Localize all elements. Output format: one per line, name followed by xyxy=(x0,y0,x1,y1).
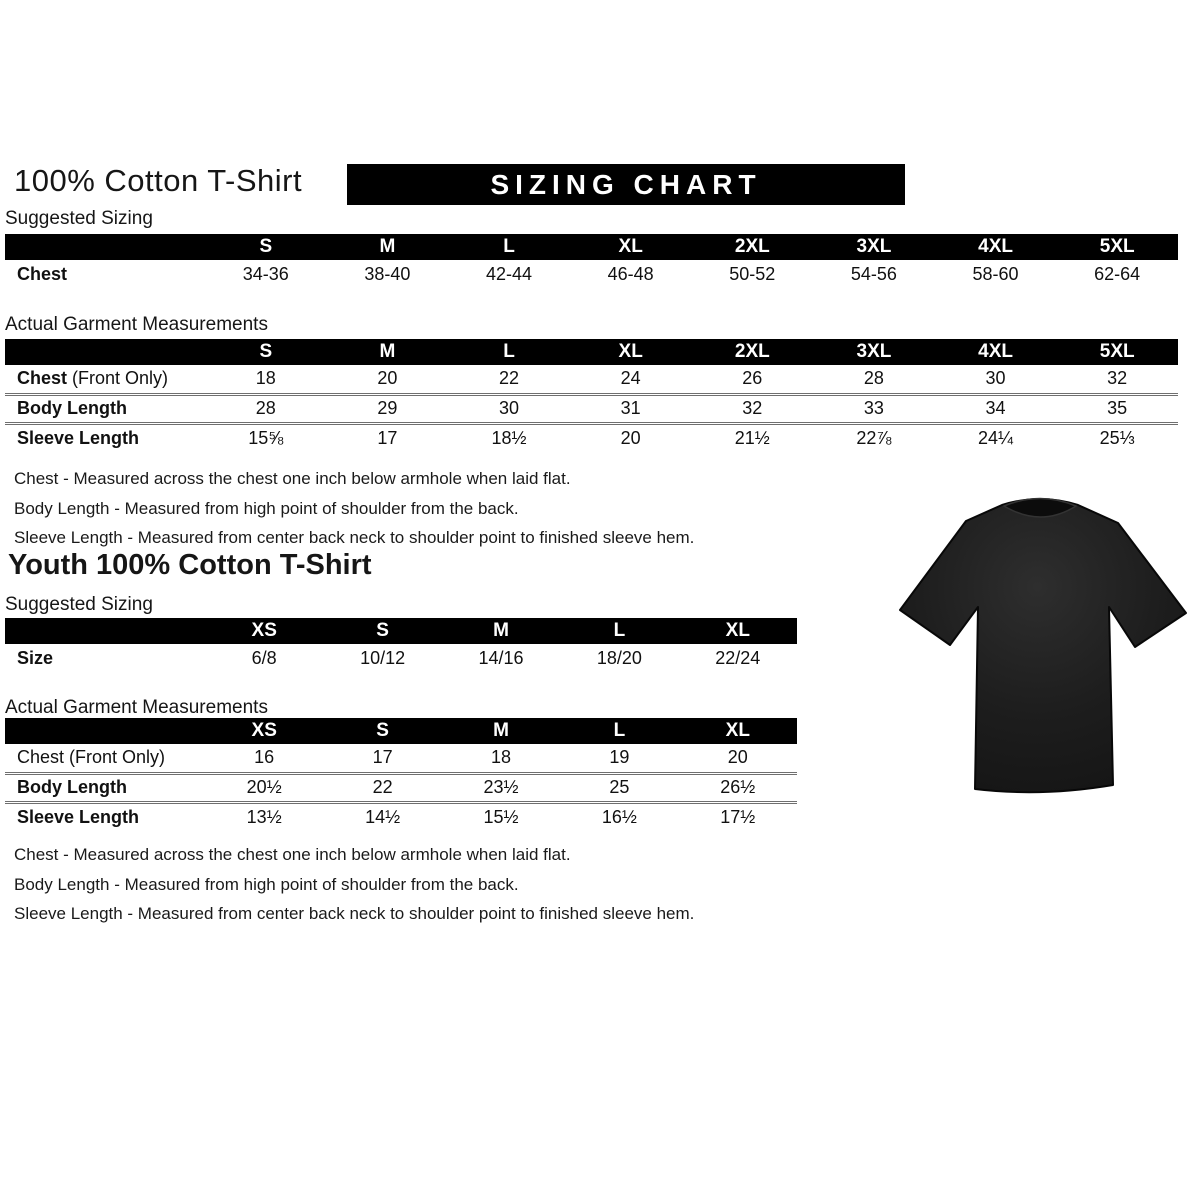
note-body-length: Body Length - Measured from high point of shoulder from the back. xyxy=(14,874,519,894)
cell: 32 xyxy=(692,394,814,423)
cell: 26½ xyxy=(679,773,797,802)
header-spacer xyxy=(5,339,205,365)
table-row-size xyxy=(5,644,797,673)
cell: 62-64 xyxy=(1094,264,1141,284)
cell: 22/24 xyxy=(715,648,761,668)
cell: 21½ xyxy=(692,423,814,452)
note-chest: Chest - Measured across the chest one inch below armhole when laid flat. xyxy=(14,845,571,864)
cell: 14½ xyxy=(323,802,441,831)
cell: 25 xyxy=(560,773,678,802)
note-chest: Chest - Measured across the chest one inch below armhole when laid flat. xyxy=(14,469,571,488)
cell: 20 xyxy=(570,423,692,452)
column-header: 3XL xyxy=(813,339,935,365)
cell: 6/8 xyxy=(251,648,277,668)
cell: 24 xyxy=(620,368,641,389)
column-header: XS xyxy=(205,618,323,644)
cell: 30 xyxy=(448,394,570,423)
column-header: XL xyxy=(679,618,797,644)
column-header: XL xyxy=(570,339,692,365)
table-row-chest xyxy=(5,744,797,773)
column-header: M xyxy=(442,718,560,744)
column-header: 3XL xyxy=(813,234,935,260)
column-header: M xyxy=(442,618,560,644)
cell: 20½ xyxy=(205,773,323,802)
cell: 16½ xyxy=(560,802,678,831)
cell: 54-56 xyxy=(850,264,897,284)
table-row-chest xyxy=(5,365,1178,394)
cell: 26 xyxy=(742,368,763,389)
page-title: 100% Cotton T-Shirt xyxy=(14,163,303,198)
youth-suggested-label: Suggested Sizing xyxy=(5,594,153,615)
youth-actual-label: Actual Garment Measurements xyxy=(5,697,268,718)
cell: 17 xyxy=(327,423,449,452)
tshirt-body-shape xyxy=(900,499,1186,792)
row-label: Sleeve Length xyxy=(5,802,205,831)
cell: 20 xyxy=(727,747,748,768)
cell: 38-40 xyxy=(364,264,411,284)
cell: 17½ xyxy=(679,802,797,831)
column-header: S xyxy=(205,339,327,365)
column-header: L xyxy=(560,618,678,644)
cell: 35 xyxy=(1056,394,1178,423)
youth-suggested-table xyxy=(5,618,797,673)
cell: 18 xyxy=(490,747,511,768)
cell: 15½ xyxy=(442,802,560,831)
row-label: Chest (Front Only) xyxy=(17,747,166,768)
cell: 22 xyxy=(499,368,520,389)
cell: 23½ xyxy=(442,773,560,802)
black-tshirt-image xyxy=(890,475,1195,810)
adult-actual-table xyxy=(5,339,1178,452)
cell: 34 xyxy=(935,394,1057,423)
cell: 16 xyxy=(254,747,275,768)
cell: 34-36 xyxy=(242,264,289,284)
cell: 18 xyxy=(255,368,276,389)
cell: 32 xyxy=(1107,368,1128,389)
cell: 20 xyxy=(377,368,398,389)
cell: 24¼ xyxy=(935,423,1057,452)
column-header: 2XL xyxy=(692,339,814,365)
adult-measurement-notes xyxy=(14,464,694,553)
cell: 14/16 xyxy=(478,648,524,668)
cell: 13½ xyxy=(205,802,323,831)
adult-suggested-table xyxy=(5,234,1178,289)
cell: 22 xyxy=(323,773,441,802)
cell: 25⅓ xyxy=(1056,423,1178,452)
column-header: XL xyxy=(679,718,797,744)
table-row-sleeve-length xyxy=(5,802,797,831)
column-header: S xyxy=(323,618,441,644)
cell: 18/20 xyxy=(596,648,642,668)
cell: 42-44 xyxy=(486,264,533,284)
table-header-row xyxy=(5,234,1178,260)
youth-measurement-notes xyxy=(14,840,694,929)
column-header: L xyxy=(560,718,678,744)
row-label xyxy=(5,365,205,394)
table-row xyxy=(5,260,1178,289)
cell: 15⅝ xyxy=(205,423,327,452)
note-sleeve-length: Sleeve Length - Measured from center back neck to shoulder point to finished sleeve hem. xyxy=(14,528,695,547)
column-header: L xyxy=(448,339,570,365)
row-label-main: Chest xyxy=(17,368,68,389)
cell: 31 xyxy=(570,394,692,423)
column-header: L xyxy=(448,234,570,260)
row-label: Size xyxy=(17,648,54,668)
cell: 28 xyxy=(863,368,884,389)
column-header: S xyxy=(205,234,327,260)
header-spacer xyxy=(5,618,205,644)
note-body-length: Body Length - Measured from high point of shoulder from the back. xyxy=(14,498,519,518)
sizing-chart-banner xyxy=(347,164,905,205)
column-header: 5XL xyxy=(1056,234,1178,260)
cell: 28 xyxy=(205,394,327,423)
column-header: S xyxy=(323,718,441,744)
row-label: Chest xyxy=(17,264,68,284)
header-spacer xyxy=(5,234,205,260)
column-header: XS xyxy=(205,718,323,744)
table-row-sleeve-length xyxy=(5,423,1178,452)
cell: 10/12 xyxy=(360,648,406,668)
row-label-suffix: (Front Only) xyxy=(72,368,169,389)
adult-actual-label: Actual Garment Measurements xyxy=(5,314,268,335)
cell: 46-48 xyxy=(607,264,654,284)
cell: 29 xyxy=(327,394,449,423)
column-header: M xyxy=(327,339,449,365)
cell: 33 xyxy=(813,394,935,423)
cell: 58-60 xyxy=(972,264,1019,284)
banner-label: SIZING CHART xyxy=(490,168,762,200)
column-header: 5XL xyxy=(1056,339,1178,365)
table-header-row xyxy=(5,618,797,644)
row-label: Body Length xyxy=(5,394,205,423)
youth-section-title: Youth 100% Cotton T-Shirt xyxy=(8,549,372,581)
cell: 18½ xyxy=(448,423,570,452)
cell: 50-52 xyxy=(729,264,776,284)
row-label: Sleeve Length xyxy=(5,423,205,452)
table-header-row xyxy=(5,718,797,744)
table-header-row xyxy=(5,339,1178,365)
cell: 19 xyxy=(609,747,630,768)
column-header: 4XL xyxy=(935,234,1057,260)
youth-actual-table xyxy=(5,718,797,831)
note-sleeve-length: Sleeve Length - Measured from center back neck to shoulder point to finished sleeve hem. xyxy=(14,904,695,923)
header-spacer xyxy=(5,718,205,744)
column-header: M xyxy=(327,234,449,260)
adult-suggested-label: Suggested Sizing xyxy=(5,208,153,229)
column-header: 4XL xyxy=(935,339,1057,365)
row-label: Body Length xyxy=(5,773,205,802)
cell: 17 xyxy=(372,747,393,768)
cell: 30 xyxy=(985,368,1006,389)
table-row-body-length xyxy=(5,773,797,802)
column-header: XL xyxy=(570,234,692,260)
table-row-body-length xyxy=(5,394,1178,423)
cell: 22⅞ xyxy=(813,423,935,452)
column-header: 2XL xyxy=(692,234,814,260)
